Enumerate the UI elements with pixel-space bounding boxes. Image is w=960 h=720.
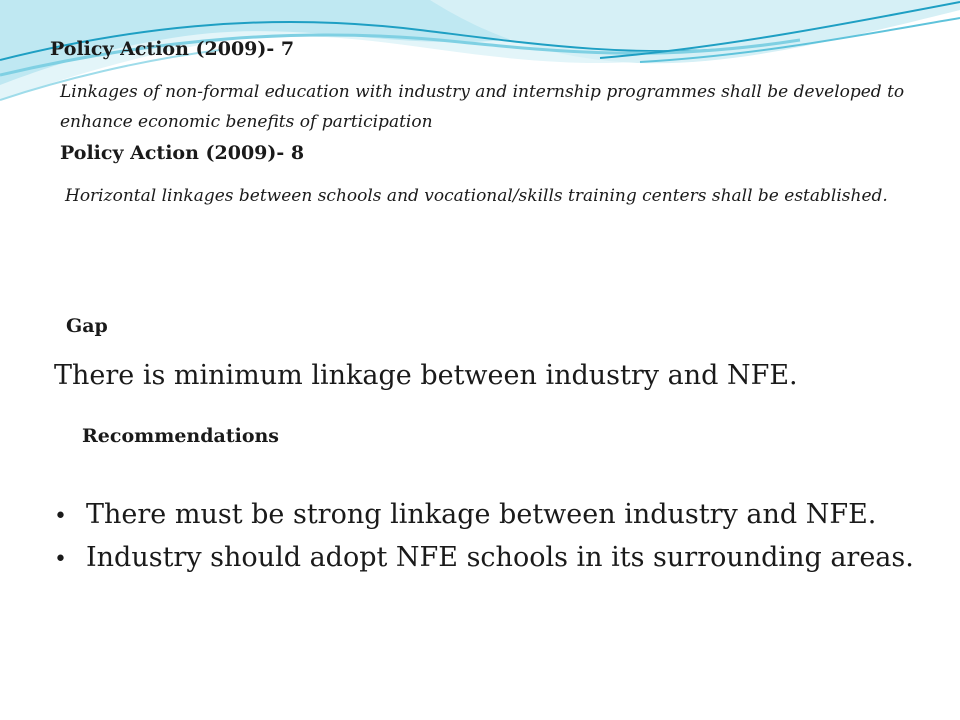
list-item xyxy=(54,537,914,580)
recommendation-text: Industry should adopt NFE schools in its surrounding areas. xyxy=(86,542,914,573)
bullet-icon: • xyxy=(54,504,67,529)
policy-action-8-heading: Policy Action (2009)- 8 xyxy=(60,142,305,164)
recommendations-list xyxy=(54,494,914,580)
policy-action-8-text: Horizontal linkages between schools and vocational/skills training centers shall be established. xyxy=(65,186,888,206)
gap-text: There is minimum linkage between industry and NFE. xyxy=(54,360,798,391)
policy-action-7-text: Linkages of non-formal education with industry and internship programmes shall be developed to enhance economic benefits of participation xyxy=(60,82,905,132)
bullet-icon: • xyxy=(54,547,67,572)
recommendation-text: There must be strong linkage between industry and NFE. xyxy=(86,499,877,530)
list-item xyxy=(54,494,914,537)
policy-action-7-heading: Policy Action (2009)- 7 xyxy=(50,38,295,60)
recommendations-heading: Recommendations xyxy=(82,425,280,447)
gap-heading: Gap xyxy=(66,315,108,337)
